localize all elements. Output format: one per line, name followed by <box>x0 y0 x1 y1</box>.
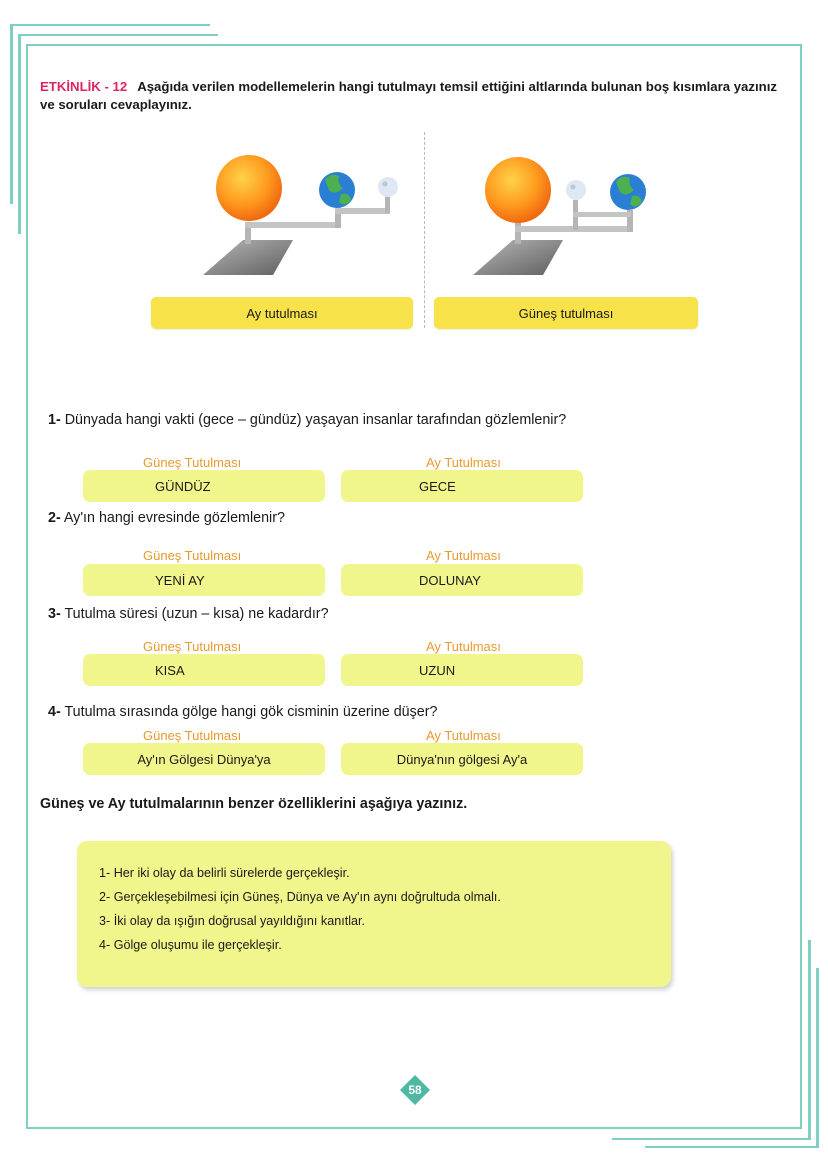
summary-answer-box[interactable] <box>77 841 671 987</box>
model-divider <box>424 132 425 328</box>
question-3 <box>48 606 329 622</box>
summary-item: 2- Gerçekleşebilmesi için Güneş, Dünya ve Ay'ın aynı doğrultuda olmalı. <box>99 890 501 904</box>
q4-right-answer[interactable]: Dünya'nın gölgesi Ay'a <box>341 743 583 775</box>
q4-right-label: Ay Tutulması <box>426 728 501 743</box>
activity-header <box>40 78 785 114</box>
q1-left-label: Güneş Tutulması <box>143 455 242 470</box>
question-text: Dünyada hangi vakti (gece – gündüz) yaşayan insanlar tarafından gözlemlenir? <box>64 412 567 428</box>
q1-left-answer[interactable]: GÜNDÜZ <box>83 470 325 502</box>
question-text: Tutulma sırasında gölge hangi gök cisminin üzerine düşer? <box>64 704 438 720</box>
question-2 <box>48 510 285 526</box>
question-number: 2- <box>48 510 61 526</box>
q3-left-label: Güneş Tutulması <box>143 639 242 654</box>
q1-right-answer[interactable]: GECE <box>341 470 583 502</box>
summary-item: 3- İki olay da ışığın doğrusal yayıldığını kanıtlar. <box>99 914 366 928</box>
lunar-eclipse-model-illustration <box>195 150 410 280</box>
summary-list <box>77 841 671 957</box>
solar-eclipse-model-illustration <box>465 150 680 280</box>
activity-instruction: Aşağıda verilen modellemelerin hangi tutulmayı temsil ettiğini altlarında bulunan boş kısımlara yazınız ve soruları cevaplayınız. <box>40 79 777 112</box>
q2-right-answer[interactable]: DOLUNAY <box>341 564 583 596</box>
q2-right-label: Ay Tutulması <box>426 548 501 563</box>
question-number: 1- <box>48 412 61 428</box>
q3-right-answer[interactable]: UZUN <box>341 654 583 686</box>
question-text: Tutulma süresi (uzun – kısa) ne kadardır? <box>64 606 329 622</box>
model-1-answer-field[interactable]: Ay tutulması <box>151 297 413 329</box>
q1-right-label: Ay Tutulması <box>426 455 501 470</box>
q2-left-answer[interactable]: YENİ AY <box>83 564 325 596</box>
q3-left-answer[interactable]: KISA <box>83 654 325 686</box>
question-1 <box>48 412 566 428</box>
q3-right-label: Ay Tutulması <box>426 639 501 654</box>
question-text: Ay'ın hangi evresinde gözlemlenir? <box>63 510 285 526</box>
model-2-answer-field[interactable]: Güneş tutulması <box>434 297 698 329</box>
summary-title: Güneş ve Ay tutulmalarının benzer özelliklerini aşağıya yazınız. <box>40 796 468 812</box>
summary-item: 1- Her iki olay da belirli sürelerde gerçekleşir. <box>99 866 350 880</box>
question-number: 3- <box>48 606 61 622</box>
question-4 <box>48 704 437 720</box>
q4-left-label: Güneş Tutulması <box>143 728 242 743</box>
page-number: 58 <box>408 1083 422 1097</box>
q2-left-label: Güneş Tutulması <box>143 548 242 563</box>
page-number-badge <box>399 1074 431 1106</box>
activity-tag: ETKİNLİK - 12 <box>40 79 128 94</box>
q4-left-answer[interactable]: Ay'ın Gölgesi Dünya'ya <box>83 743 325 775</box>
question-number: 4- <box>48 704 61 720</box>
summary-item: 4- Gölge oluşumu ile gerçekleşir. <box>99 938 282 952</box>
